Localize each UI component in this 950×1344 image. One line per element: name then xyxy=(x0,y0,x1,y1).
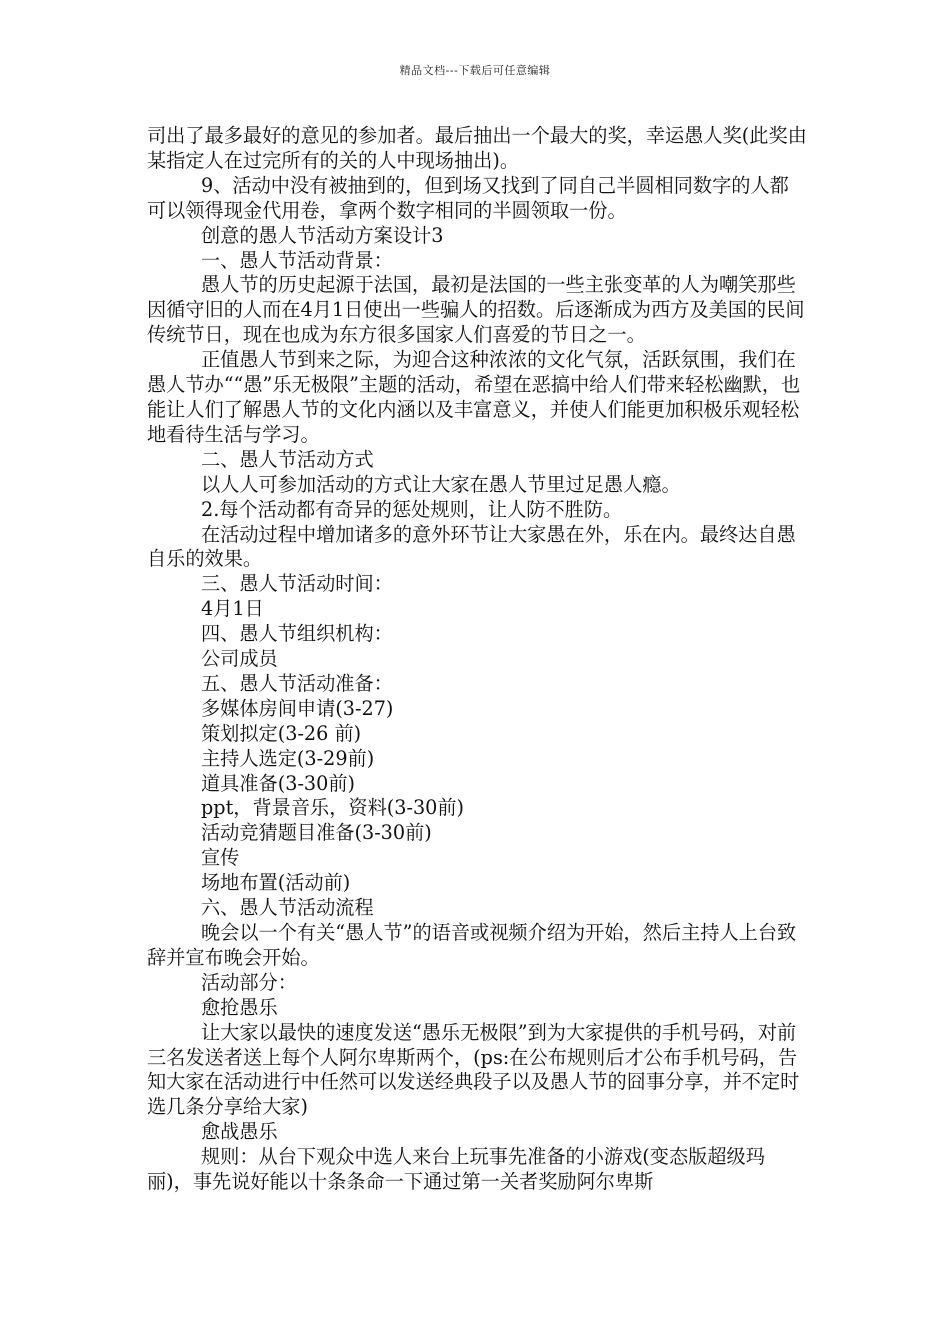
section-heading: 四、愚人节组织机构： xyxy=(201,622,393,646)
paragraph: 让大家以最快的速度发送“愚乐无极限”到为大家提供的手机号码，对前三名发送者送上每个人阿尔卑斯两个，(ps:在公布规则后才公布手机号码，告知大家在活动进行中任然可以发送经典段子以及愚人节的囧事分享，并不定时选几条分享给大家) xyxy=(147,1020,800,1119)
list-item: 策划拟定(3-26 前) xyxy=(201,721,362,745)
paragraph: 以人人可参加活动的方式让大家在愚人节里过足愚人瘾。 xyxy=(201,472,681,496)
paragraph: 正值愚人节到来之际，为迎合这种浓浓的文化气氛，活跃氛围，我们在愚人节办““愚”乐无极限”主题的活动，希望在恶搞中给人们带来轻松幽默，也能让人们了解愚人节的文化内涵以及丰富意义，并使人们能更加积极乐观轻松地看待生活与学习。 xyxy=(147,348,801,446)
section-heading: 五、愚人节活动准备： xyxy=(201,671,393,695)
paragraph: 规则：从台下观众中选人来台上玩事先准备的小游戏(变态版超级玛丽)，事先说好能以十条条命一下通过第一关者奖励阿尔卑斯 xyxy=(147,1145,765,1194)
list-item: 活动竞猜题目准备(3-30前) xyxy=(201,821,432,845)
paragraph: 晚会以一个有关“愚人节”的语音或视频介绍为开始，然后主持人上台致辞并宣布晚会开始。 xyxy=(147,921,797,969)
section-heading: 六、愚人节活动流程 xyxy=(201,896,374,920)
paragraph: 在活动过程中增加诸多的意外环节让大家愚在外，乐在内。最终达自愚自乐的效果。 xyxy=(147,522,796,571)
paragraph: 活动部分： xyxy=(201,970,297,994)
section-heading: 二、愚人节活动方式 xyxy=(201,447,374,471)
paragraph: 4月1日 xyxy=(201,597,264,621)
paragraph: 司出了最多最好的意见的参加者。最后抽出一个最大的奖，幸运愚人奖(此奖由某指定人在过完所有的关的人中现场抽出)。 xyxy=(147,124,807,172)
list-item: 道具准备(3-30前) xyxy=(201,771,356,795)
list-item: 场地布置(活动前) xyxy=(201,871,351,895)
section-heading: 一、愚人节活动背景： xyxy=(201,248,393,272)
document-body xyxy=(147,124,807,1195)
paragraph: 9、活动中没有被抽到的，但到场又找到了同自己半圆相同数字的人都可以领得现金代用卷，拿两个数字相同的半圆领取一份。 xyxy=(147,173,789,222)
section-title: 创意的愚人节活动方案设计3 xyxy=(201,223,444,247)
page-header: 精品文档---下载后可任意编辑 xyxy=(399,64,551,77)
paragraph: 2.每个活动都有奇异的惩处规则，让人防不胜防。 xyxy=(201,497,623,521)
list-item: 多媒体房间申请(3-27) xyxy=(201,696,394,720)
paragraph: 公司成员 xyxy=(201,647,278,671)
subsection-title: 愈战愚乐 xyxy=(201,1120,278,1144)
list-item: 主持人选定(3-29前) xyxy=(201,746,375,770)
list-item: 宣传 xyxy=(201,846,240,870)
paragraph: 愚人节的历史起源于法国，最初是法国的一些主张变革的人为嘲笑那些因循守旧的人而在4月1日使出一些骗人的招数。后逐渐成为西方及美国的民间传统节日，现在也成为东方很多国家人们喜爱的节日之一。 xyxy=(147,273,805,347)
section-heading: 三、愚人节活动时间： xyxy=(201,572,393,596)
list-item: ppt，背景音乐，资料(3-30前) xyxy=(201,796,465,820)
subsection-title: 愈抢愚乐 xyxy=(201,995,278,1019)
